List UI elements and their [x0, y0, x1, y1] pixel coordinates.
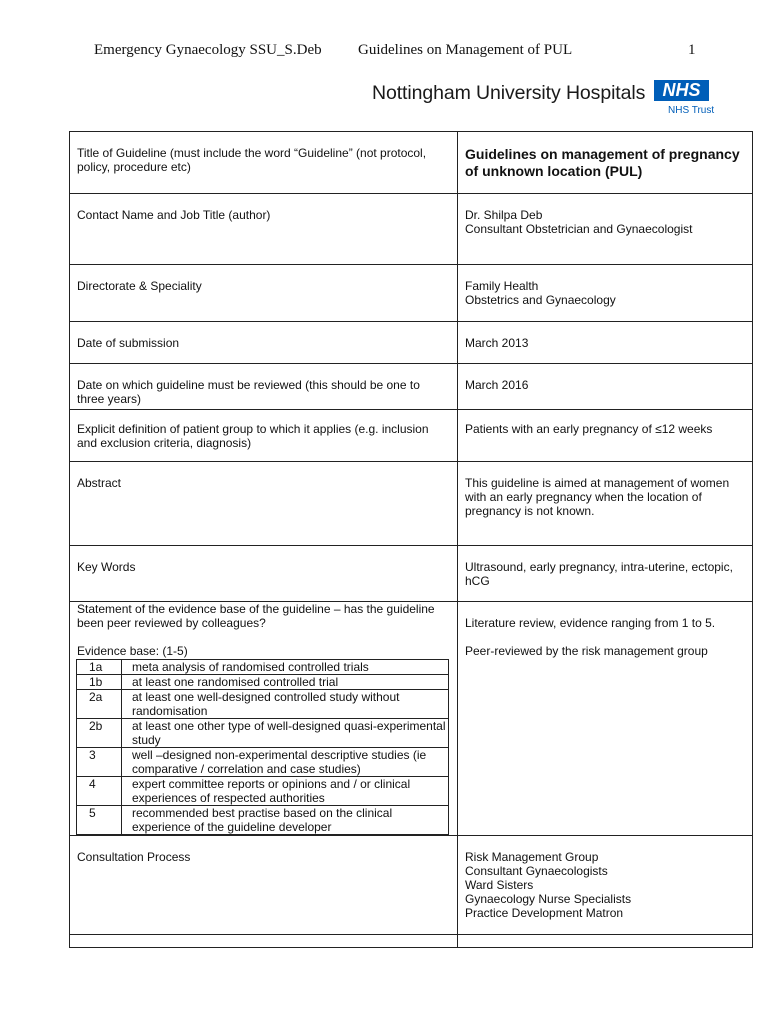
table-row: [70, 546, 753, 602]
keywords-label-cell: [70, 546, 458, 602]
evidence-code: 2a: [77, 690, 122, 719]
evidence-desc: meta analysis of randomised controlled trials: [122, 660, 449, 675]
consultation-label: Consultation Process: [77, 850, 191, 864]
table-row: [70, 132, 753, 194]
table-row: [70, 265, 753, 322]
table-row: [70, 602, 753, 836]
consultee: Consultant Gynaecologists: [465, 864, 608, 878]
consultee: Risk Management Group: [465, 850, 599, 864]
evidence-code: 4: [77, 777, 122, 806]
evidence-row: [77, 748, 449, 777]
table-row: [70, 836, 753, 935]
evidence-base-label: Evidence base: (1-5): [77, 644, 188, 658]
directorate-label-cell: [70, 265, 458, 322]
author-title: Consultant Obstetrician and Gynaecologist: [465, 222, 693, 236]
evidence-code: 1a: [77, 660, 122, 675]
submission-label-cell: [70, 322, 458, 364]
evidence-code: 2b: [77, 719, 122, 748]
submission-label: Date of submission: [77, 336, 180, 350]
abstract-value-cell: [458, 462, 753, 546]
evidence-row: [77, 806, 449, 835]
directorate-name: Family Health: [465, 279, 539, 293]
title-label: Title of Guideline (must include the word “Guideline” (not protocol, policy, procedure etc): [77, 146, 427, 174]
evidence-row: [77, 719, 449, 748]
table-row: [70, 410, 753, 462]
nhs-logo: NHS: [654, 80, 709, 101]
running-header-title: Guidelines on Management of PUL: [358, 42, 573, 58]
evidence-row: [77, 660, 449, 675]
empty-cell: [70, 935, 458, 948]
table-row: [70, 364, 753, 410]
evidence-desc: expert committee reports or opinions and / or clinical experiences of respected authorities: [122, 777, 449, 806]
evidence-code: 1b: [77, 675, 122, 690]
consultation-value-cell: [458, 836, 753, 935]
contact-label-cell: [70, 194, 458, 265]
table-row: [70, 935, 753, 948]
review-label: Date on which guideline must be reviewed (this should be one to three years): [77, 378, 420, 406]
page-number: 1: [688, 42, 696, 58]
submission-date: March 2013: [465, 336, 529, 350]
patient-group-label: Explicit definition of patient group to which it applies (e.g. inclusion and exclusion criteria, diagnosis): [77, 422, 429, 450]
table-row: [70, 322, 753, 364]
evidence-desc: recommended best practise based on the clinical experience of the guideline developer: [122, 806, 449, 835]
evidence-desc: at least one well-designed controlled study without randomisation: [122, 690, 449, 719]
abstract-label: Abstract: [77, 476, 122, 490]
evidence-row: [77, 690, 449, 719]
patient-group-label-cell: [70, 410, 458, 462]
review-label-cell: [70, 364, 458, 410]
guideline-info-table: [69, 131, 753, 948]
evidence-row: [77, 777, 449, 806]
title-value-cell: [458, 132, 753, 194]
evidence-statement: Statement of the evidence base of the guideline – has the guideline been peer reviewed by colleagues?: [77, 602, 435, 630]
table-row: [70, 194, 753, 265]
submission-value-cell: [458, 322, 753, 364]
consultee: Ward Sisters: [465, 878, 534, 892]
guideline-title: Guidelines on management of pregnancy of unknown location (PUL): [465, 146, 740, 179]
consultee: Practice Development Matron: [465, 906, 624, 920]
title-label-cell: [70, 132, 458, 194]
patient-group-value-cell: [458, 410, 753, 462]
evidence-desc: well –designed non-experimental descriptive studies (ie comparative / correlation and case studies): [122, 748, 449, 777]
review-date: March 2016: [465, 378, 529, 392]
evidence-row: [77, 675, 449, 690]
nhs-trust-label: NHS Trust: [668, 105, 715, 116]
consultee: Gynaecology Nurse Specialists: [465, 892, 632, 906]
evidence-levels-table: [76, 659, 449, 835]
contact-label: Contact Name and Job Title (author): [77, 208, 271, 222]
keywords-label: Key Words: [77, 560, 136, 574]
author-name: Dr. Shilpa Deb: [465, 208, 543, 222]
empty-cell: [458, 935, 753, 948]
evidence-value-cell: [458, 602, 753, 836]
speciality-name: Obstetrics and Gynaecology: [465, 293, 616, 307]
evidence-code: 5: [77, 806, 122, 835]
keywords-text: Ultrasound, early pregnancy, intra-uterine, ectopic, hCG: [465, 560, 733, 588]
evidence-label-cell: [70, 602, 458, 836]
evidence-summary: Literature review, evidence ranging from 1 to 5.: [465, 616, 716, 630]
spacer: [465, 630, 745, 644]
contact-value-cell: [458, 194, 753, 265]
peer-review-note: Peer-reviewed by the risk management group: [465, 644, 708, 658]
review-value-cell: [458, 364, 753, 410]
keywords-value-cell: [458, 546, 753, 602]
patient-group-value: Patients with an early pregnancy of ≤12 weeks: [465, 422, 713, 436]
directorate-label: Directorate & Speciality: [77, 279, 202, 293]
consultation-label-cell: [70, 836, 458, 935]
directorate-value-cell: [458, 265, 753, 322]
evidence-desc: at least one other type of well-designed quasi-experimental study: [122, 719, 449, 748]
spacer: [77, 630, 450, 644]
evidence-code: 3: [77, 748, 122, 777]
running-header-left: Emergency Gynaecology SSU_S.Deb: [94, 42, 322, 58]
hospital-name-logo: Nottingham University Hospitals: [372, 82, 646, 104]
abstract-text: This guideline is aimed at management of women with an early pregnancy when the location of pregnancy is not known.: [465, 476, 730, 518]
evidence-desc: at least one randomised controlled trial: [122, 675, 449, 690]
abstract-label-cell: [70, 462, 458, 546]
table-row: [70, 462, 753, 546]
